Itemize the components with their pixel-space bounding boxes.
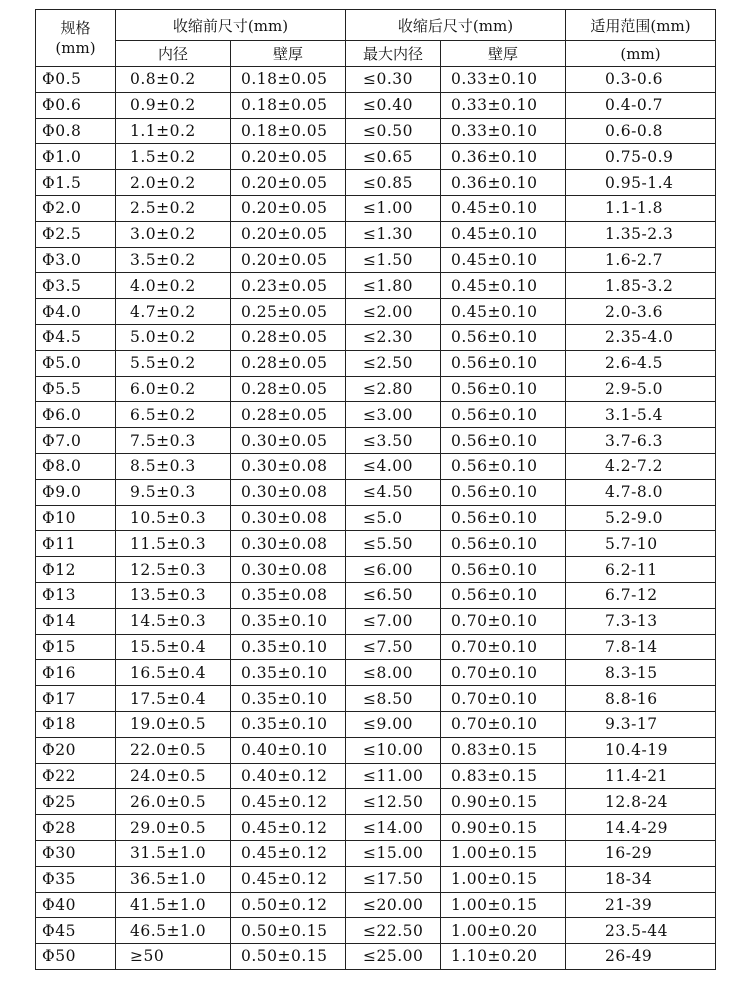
max-inner-cell: ≤8.00 xyxy=(346,660,441,686)
inner-diameter-cell: 13.5±0.3 xyxy=(116,582,231,608)
max-inner-cell: ≤11.00 xyxy=(346,763,441,789)
wall-after-cell: 0.56±0.10 xyxy=(441,505,566,531)
max-inner-cell: ≤2.30 xyxy=(346,324,441,350)
table-row xyxy=(36,866,716,892)
max-inner-cell: ≤6.50 xyxy=(346,582,441,608)
wall-after-cell: 0.56±0.10 xyxy=(441,350,566,376)
wall-before-cell: 0.40±0.10 xyxy=(231,737,346,763)
wall-after-cell: 0.70±0.10 xyxy=(441,686,566,712)
max-inner-cell: ≤14.00 xyxy=(346,815,441,841)
wall-after-cell: 0.33±0.10 xyxy=(441,118,566,144)
wall-before-cell: 0.45±0.12 xyxy=(231,840,346,866)
spec-cell: Φ2.0 xyxy=(36,195,116,221)
wall-after-cell: 0.33±0.10 xyxy=(441,92,566,118)
wall-before-cell: 0.50±0.12 xyxy=(231,892,346,918)
wall-after-cell: 0.70±0.10 xyxy=(441,634,566,660)
range-cell: 7.8-14 xyxy=(566,634,716,660)
table-row xyxy=(36,686,716,712)
wall-before-cell: 0.28±0.05 xyxy=(231,376,346,402)
wall-before-cell: 0.20±0.05 xyxy=(231,221,346,247)
max-inner-cell: ≤4.50 xyxy=(346,479,441,505)
spec-cell: Φ8.0 xyxy=(36,453,116,479)
wall-before-cell: 0.20±0.05 xyxy=(231,195,346,221)
max-inner-cell: ≤0.50 xyxy=(346,118,441,144)
wall-before-cell: 0.28±0.05 xyxy=(231,350,346,376)
wall-before-cell: 0.20±0.05 xyxy=(231,170,346,196)
max-inner-cell: ≤4.00 xyxy=(346,453,441,479)
max-inner-cell: ≤12.50 xyxy=(346,789,441,815)
inner-diameter-cell: 5.0±0.2 xyxy=(116,324,231,350)
inner-diameter-cell: 1.1±0.2 xyxy=(116,118,231,144)
range-cell: 12.8-24 xyxy=(566,789,716,815)
table-row xyxy=(36,892,716,918)
wall-after-cell: 0.45±0.10 xyxy=(441,221,566,247)
wall-before-cell: 0.40±0.12 xyxy=(231,763,346,789)
header-row-1 xyxy=(36,10,716,41)
wall-after-cell: 0.70±0.10 xyxy=(441,608,566,634)
table-row xyxy=(36,247,716,273)
table-row xyxy=(36,221,716,247)
inner-diameter-cell: 17.5±0.4 xyxy=(116,686,231,712)
table-row xyxy=(36,840,716,866)
header-row-2 xyxy=(36,41,716,67)
header-after-shrink: 收缩后尺寸(mm) xyxy=(346,10,566,41)
table-row xyxy=(36,479,716,505)
wall-before-cell: 0.45±0.12 xyxy=(231,815,346,841)
table-row xyxy=(36,170,716,196)
spec-cell: Φ7.0 xyxy=(36,428,116,454)
max-inner-cell: ≤22.50 xyxy=(346,918,441,944)
inner-diameter-cell: 7.5±0.3 xyxy=(116,428,231,454)
spec-cell: Φ5.5 xyxy=(36,376,116,402)
range-cell: 2.35-4.0 xyxy=(566,324,716,350)
inner-diameter-cell: 31.5±1.0 xyxy=(116,840,231,866)
table-row xyxy=(36,531,716,557)
max-inner-cell: ≤7.50 xyxy=(346,634,441,660)
range-cell: 11.4-21 xyxy=(566,763,716,789)
range-cell: 6.7-12 xyxy=(566,582,716,608)
max-inner-cell: ≤6.00 xyxy=(346,557,441,583)
spec-cell: Φ0.6 xyxy=(36,92,116,118)
wall-before-cell: 0.50±0.15 xyxy=(231,918,346,944)
wall-after-cell: 0.83±0.15 xyxy=(441,737,566,763)
range-cell: 7.3-13 xyxy=(566,608,716,634)
wall-after-cell: 1.00±0.15 xyxy=(441,866,566,892)
inner-diameter-cell: 11.5±0.3 xyxy=(116,531,231,557)
table-row xyxy=(36,737,716,763)
wall-before-cell: 0.30±0.08 xyxy=(231,479,346,505)
table-row xyxy=(36,505,716,531)
inner-diameter-cell: 0.9±0.2 xyxy=(116,92,231,118)
range-cell: 1.35-2.3 xyxy=(566,221,716,247)
range-cell: 8.8-16 xyxy=(566,686,716,712)
range-cell: 2.0-3.6 xyxy=(566,299,716,325)
inner-diameter-cell: 36.5±1.0 xyxy=(116,866,231,892)
max-inner-cell: ≤7.00 xyxy=(346,608,441,634)
range-cell: 1.6-2.7 xyxy=(566,247,716,273)
wall-after-cell: 0.56±0.10 xyxy=(441,453,566,479)
spec-cell: Φ35 xyxy=(36,866,116,892)
max-inner-cell: ≤9.00 xyxy=(346,711,441,737)
wall-before-cell: 0.23±0.05 xyxy=(231,273,346,299)
inner-diameter-cell: 29.0±0.5 xyxy=(116,815,231,841)
inner-diameter-cell: 22.0±0.5 xyxy=(116,737,231,763)
wall-before-cell: 0.30±0.08 xyxy=(231,557,346,583)
inner-diameter-cell: 3.0±0.2 xyxy=(116,221,231,247)
inner-diameter-cell: 12.5±0.3 xyxy=(116,557,231,583)
wall-after-cell: 0.56±0.10 xyxy=(441,531,566,557)
max-inner-cell: ≤10.00 xyxy=(346,737,441,763)
spec-cell: Φ0.8 xyxy=(36,118,116,144)
table-row xyxy=(36,815,716,841)
spec-cell: Φ50 xyxy=(36,944,116,970)
wall-before-cell: 0.20±0.05 xyxy=(231,247,346,273)
wall-before-cell: 0.28±0.05 xyxy=(231,402,346,428)
range-cell: 1.85-3.2 xyxy=(566,273,716,299)
table-row xyxy=(36,376,716,402)
range-cell: 8.3-15 xyxy=(566,660,716,686)
max-inner-cell: ≤2.00 xyxy=(346,299,441,325)
max-inner-cell: ≤0.40 xyxy=(346,92,441,118)
inner-diameter-cell: 46.5±1.0 xyxy=(116,918,231,944)
range-cell: 0.4-0.7 xyxy=(566,92,716,118)
range-cell: 16-29 xyxy=(566,840,716,866)
table-row xyxy=(36,918,716,944)
table-row xyxy=(36,299,716,325)
wall-before-cell: 0.35±0.10 xyxy=(231,634,346,660)
range-cell: 9.3-17 xyxy=(566,711,716,737)
header-inner-diameter: 内径 xyxy=(116,41,231,67)
header-before-shrink: 收缩前尺寸(mm) xyxy=(116,10,346,41)
spec-cell: Φ1.5 xyxy=(36,170,116,196)
table-row xyxy=(36,195,716,221)
spec-cell: Φ15 xyxy=(36,634,116,660)
spec-sheet xyxy=(35,9,715,970)
range-cell: 21-39 xyxy=(566,892,716,918)
inner-diameter-cell: 6.0±0.2 xyxy=(116,376,231,402)
spec-cell: Φ12 xyxy=(36,557,116,583)
max-inner-cell: ≤1.50 xyxy=(346,247,441,273)
wall-after-cell: 0.45±0.10 xyxy=(441,299,566,325)
header-spec-label: 规格 xyxy=(60,19,91,37)
max-inner-cell: ≤1.00 xyxy=(346,195,441,221)
max-inner-cell: ≤20.00 xyxy=(346,892,441,918)
inner-diameter-cell: ≥50 xyxy=(116,944,231,970)
inner-diameter-cell: 9.5±0.3 xyxy=(116,479,231,505)
table-row xyxy=(36,634,716,660)
spec-cell: Φ1.0 xyxy=(36,144,116,170)
wall-after-cell: 0.45±0.10 xyxy=(441,273,566,299)
wall-after-cell: 1.10±0.20 xyxy=(441,944,566,970)
inner-diameter-cell: 5.5±0.2 xyxy=(116,350,231,376)
range-cell: 4.2-7.2 xyxy=(566,453,716,479)
range-cell: 26-49 xyxy=(566,944,716,970)
wall-before-cell: 0.35±0.08 xyxy=(231,582,346,608)
table-row xyxy=(36,582,716,608)
max-inner-cell: ≤1.30 xyxy=(346,221,441,247)
wall-before-cell: 0.25±0.05 xyxy=(231,299,346,325)
spec-cell: Φ9.0 xyxy=(36,479,116,505)
range-cell: 0.3-0.6 xyxy=(566,67,716,93)
range-cell: 23.5-44 xyxy=(566,918,716,944)
table-row xyxy=(36,92,716,118)
table-row xyxy=(36,453,716,479)
spec-cell: Φ4.0 xyxy=(36,299,116,325)
spec-cell: Φ30 xyxy=(36,840,116,866)
wall-after-cell: 0.56±0.10 xyxy=(441,376,566,402)
max-inner-cell: ≤0.30 xyxy=(346,67,441,93)
wall-before-cell: 0.18±0.05 xyxy=(231,67,346,93)
wall-after-cell: 0.36±0.10 xyxy=(441,170,566,196)
wall-after-cell: 1.00±0.15 xyxy=(441,892,566,918)
table-row xyxy=(36,711,716,737)
table-row xyxy=(36,763,716,789)
wall-after-cell: 0.45±0.10 xyxy=(441,247,566,273)
shrink-tube-spec-table xyxy=(35,9,716,970)
max-inner-cell: ≤2.50 xyxy=(346,350,441,376)
wall-before-cell: 0.18±0.05 xyxy=(231,92,346,118)
table-row xyxy=(36,944,716,970)
inner-diameter-cell: 4.7±0.2 xyxy=(116,299,231,325)
max-inner-cell: ≤15.00 xyxy=(346,840,441,866)
table-row xyxy=(36,144,716,170)
max-inner-cell: ≤5.50 xyxy=(346,531,441,557)
spec-cell: Φ2.5 xyxy=(36,221,116,247)
wall-before-cell: 0.35±0.10 xyxy=(231,660,346,686)
wall-after-cell: 0.70±0.10 xyxy=(441,660,566,686)
header-wall-thickness-before: 壁厚 xyxy=(231,41,346,67)
inner-diameter-cell: 3.5±0.2 xyxy=(116,247,231,273)
spec-cell: Φ0.5 xyxy=(36,67,116,93)
wall-after-cell: 0.56±0.10 xyxy=(441,324,566,350)
max-inner-cell: ≤3.50 xyxy=(346,428,441,454)
table-row xyxy=(36,324,716,350)
wall-before-cell: 0.35±0.10 xyxy=(231,686,346,712)
wall-after-cell: 0.36±0.10 xyxy=(441,144,566,170)
inner-diameter-cell: 26.0±0.5 xyxy=(116,789,231,815)
wall-after-cell: 0.45±0.10 xyxy=(441,195,566,221)
inner-diameter-cell: 6.5±0.2 xyxy=(116,402,231,428)
wall-before-cell: 0.30±0.08 xyxy=(231,505,346,531)
wall-before-cell: 0.20±0.05 xyxy=(231,144,346,170)
inner-diameter-cell: 19.0±0.5 xyxy=(116,711,231,737)
inner-diameter-cell: 2.0±0.2 xyxy=(116,170,231,196)
wall-before-cell: 0.30±0.05 xyxy=(231,428,346,454)
wall-before-cell: 0.35±0.10 xyxy=(231,608,346,634)
max-inner-cell: ≤1.80 xyxy=(346,273,441,299)
table-row xyxy=(36,402,716,428)
spec-cell: Φ13 xyxy=(36,582,116,608)
inner-diameter-cell: 41.5±1.0 xyxy=(116,892,231,918)
wall-after-cell: 0.56±0.10 xyxy=(441,428,566,454)
max-inner-cell: ≤2.80 xyxy=(346,376,441,402)
wall-after-cell: 0.90±0.15 xyxy=(441,789,566,815)
wall-after-cell: 0.56±0.10 xyxy=(441,402,566,428)
range-cell: 0.6-0.8 xyxy=(566,118,716,144)
range-cell: 4.7-8.0 xyxy=(566,479,716,505)
wall-before-cell: 0.45±0.12 xyxy=(231,789,346,815)
wall-after-cell: 0.83±0.15 xyxy=(441,763,566,789)
max-inner-cell: ≤5.0 xyxy=(346,505,441,531)
spec-cell: Φ18 xyxy=(36,711,116,737)
range-cell: 18-34 xyxy=(566,866,716,892)
wall-after-cell: 0.56±0.10 xyxy=(441,557,566,583)
max-inner-cell: ≤17.50 xyxy=(346,866,441,892)
wall-after-cell: 1.00±0.20 xyxy=(441,918,566,944)
wall-before-cell: 0.45±0.12 xyxy=(231,866,346,892)
inner-diameter-cell: 0.8±0.2 xyxy=(116,67,231,93)
wall-after-cell: 0.56±0.10 xyxy=(441,479,566,505)
inner-diameter-cell: 2.5±0.2 xyxy=(116,195,231,221)
spec-cell: Φ4.5 xyxy=(36,324,116,350)
table-row xyxy=(36,660,716,686)
range-cell: 6.2-11 xyxy=(566,557,716,583)
range-cell: 5.7-10 xyxy=(566,531,716,557)
range-cell: 5.2-9.0 xyxy=(566,505,716,531)
spec-cell: Φ22 xyxy=(36,763,116,789)
wall-before-cell: 0.28±0.05 xyxy=(231,324,346,350)
max-inner-cell: ≤8.50 xyxy=(346,686,441,712)
inner-diameter-cell: 16.5±0.4 xyxy=(116,660,231,686)
table-row xyxy=(36,428,716,454)
range-cell: 1.1-1.8 xyxy=(566,195,716,221)
range-cell: 2.6-4.5 xyxy=(566,350,716,376)
spec-cell: Φ20 xyxy=(36,737,116,763)
header-spec-unit: (mm) xyxy=(55,39,96,57)
wall-after-cell: 0.56±0.10 xyxy=(441,582,566,608)
inner-diameter-cell: 4.0±0.2 xyxy=(116,273,231,299)
table-row xyxy=(36,350,716,376)
table-row xyxy=(36,608,716,634)
max-inner-cell: ≤25.00 xyxy=(346,944,441,970)
inner-diameter-cell: 10.5±0.3 xyxy=(116,505,231,531)
range-cell: 3.1-5.4 xyxy=(566,402,716,428)
wall-after-cell: 0.70±0.10 xyxy=(441,711,566,737)
inner-diameter-cell: 15.5±0.4 xyxy=(116,634,231,660)
spec-cell: Φ10 xyxy=(36,505,116,531)
inner-diameter-cell: 14.5±0.3 xyxy=(116,608,231,634)
range-cell: 10.4-19 xyxy=(566,737,716,763)
range-cell: 14.4-29 xyxy=(566,815,716,841)
wall-before-cell: 0.30±0.08 xyxy=(231,453,346,479)
spec-cell: Φ11 xyxy=(36,531,116,557)
table-row xyxy=(36,67,716,93)
table-row xyxy=(36,557,716,583)
inner-diameter-cell: 1.5±0.2 xyxy=(116,144,231,170)
inner-diameter-cell: 24.0±0.5 xyxy=(116,763,231,789)
range-cell: 3.7-6.3 xyxy=(566,428,716,454)
wall-before-cell: 0.50±0.15 xyxy=(231,944,346,970)
range-cell: 2.9-5.0 xyxy=(566,376,716,402)
table-row xyxy=(36,118,716,144)
wall-before-cell: 0.18±0.05 xyxy=(231,118,346,144)
wall-after-cell: 0.33±0.10 xyxy=(441,67,566,93)
spec-cell: Φ25 xyxy=(36,789,116,815)
inner-diameter-cell: 8.5±0.3 xyxy=(116,453,231,479)
wall-before-cell: 0.35±0.10 xyxy=(231,711,346,737)
range-cell: 0.75-0.9 xyxy=(566,144,716,170)
spec-cell: Φ6.0 xyxy=(36,402,116,428)
spec-cell: Φ40 xyxy=(36,892,116,918)
table-row xyxy=(36,273,716,299)
range-cell: 0.95-1.4 xyxy=(566,170,716,196)
spec-cell: Φ5.0 xyxy=(36,350,116,376)
wall-after-cell: 1.00±0.15 xyxy=(441,840,566,866)
spec-cell: Φ45 xyxy=(36,918,116,944)
spec-cell: Φ3.0 xyxy=(36,247,116,273)
header-wall-thickness-after: 壁厚 xyxy=(441,41,566,67)
spec-cell: Φ16 xyxy=(36,660,116,686)
spec-cell: Φ28 xyxy=(36,815,116,841)
header-spec xyxy=(36,10,116,67)
table-body xyxy=(36,67,716,970)
max-inner-cell: ≤3.00 xyxy=(346,402,441,428)
max-inner-cell: ≤0.85 xyxy=(346,170,441,196)
spec-cell: Φ17 xyxy=(36,686,116,712)
header-range-unit: (mm) xyxy=(566,41,716,67)
header-range: 适用范围(mm) xyxy=(566,10,716,41)
wall-before-cell: 0.30±0.08 xyxy=(231,531,346,557)
wall-after-cell: 0.90±0.15 xyxy=(441,815,566,841)
spec-cell: Φ3.5 xyxy=(36,273,116,299)
table-row xyxy=(36,789,716,815)
spec-cell: Φ14 xyxy=(36,608,116,634)
max-inner-cell: ≤0.65 xyxy=(346,144,441,170)
header-max-inner-diameter: 最大内径 xyxy=(346,41,441,67)
